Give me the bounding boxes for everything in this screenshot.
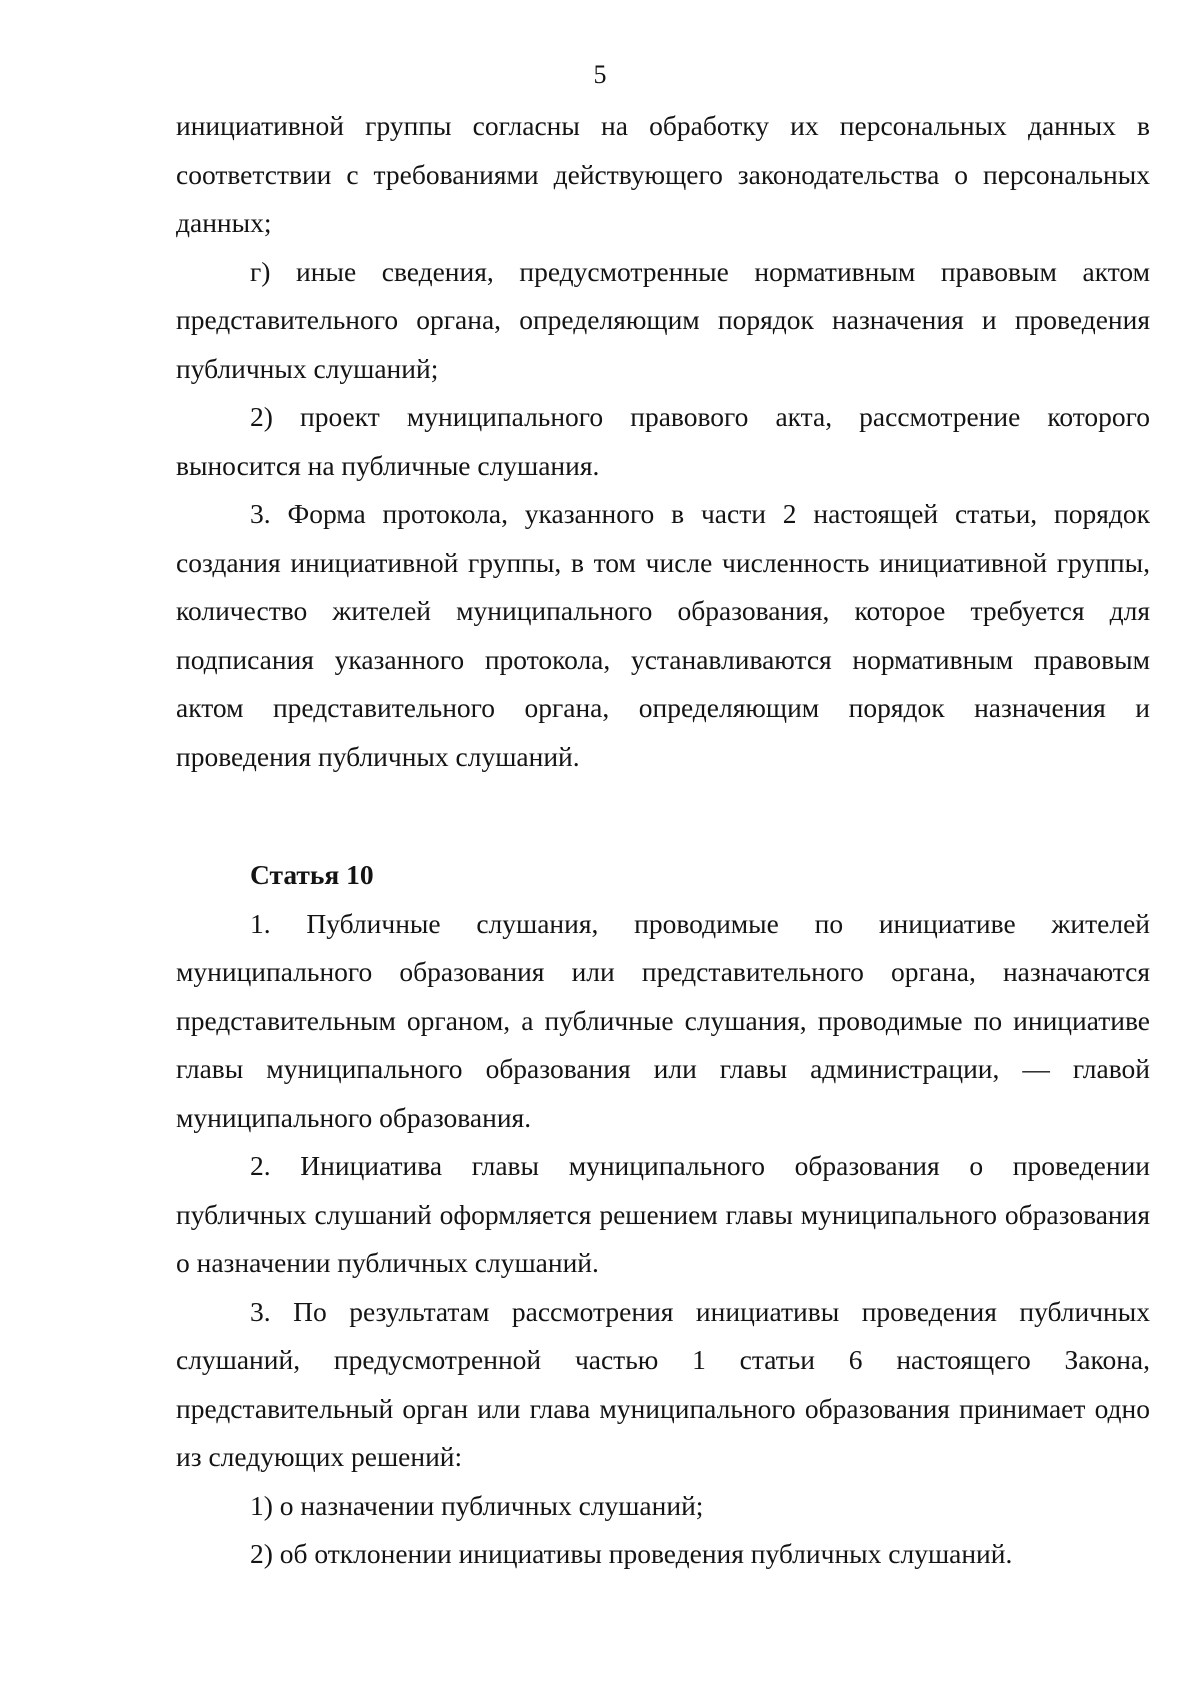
paragraph-item-2: 2) проект муниципального правового акта, рассмотрение которого выносится на публичные слушания. xyxy=(176,401,1150,481)
article-10-item-2: 2) об отклонении инициативы проведения публичных слушаний. xyxy=(250,1538,1013,1569)
page-number: 5 xyxy=(593,60,607,89)
article-10-part-3: 3. По результатам рассмотрения инициативы проведения публичных слушаний, предусмотренной частью 1 статьи 6 настоящего Закона, представительный орган или глава муниципального образования принимает одно из следующих решений: xyxy=(176,1295,1150,1472)
article-heading: Статья 10 xyxy=(250,859,374,890)
article-10-part-2: 2. Инициатива главы муниципального образования о проведении публичных слушаний оформляется решением главы муниципального образования о назначении публичных слушаний. xyxy=(176,1150,1150,1278)
article-10-item-1: 1) о назначении публичных слушаний; xyxy=(250,1489,704,1521)
article-10-part-1: 1. Публичные слушания, проводимые по инициативе жителей муниципального образования или представительного органа, назначаются представительным органом, а публичные слушания, проводимые по инициативе главы муниципального образования или главы администрации, — главой муниципального образования. xyxy=(176,907,1150,1133)
document-body xyxy=(176,102,1150,1579)
paragraph-part-3: 3. Форма протокола, указанного в части 2 настоящей статьи, порядок создания инициативной группы, в том числе численность инициативной группы, количество жителей муниципального образования, которое требуется для подписания указанного протокола, устанавливаются нормативным правовым актом представительного органа, определяющим порядок назначения и проведения публичных слушаний. xyxy=(176,498,1150,772)
paragraph-continuation: инициативной группы согласны на обработку их персональных данных в соответствии с требованиями действующего законодательства о персональных данных; xyxy=(176,110,1150,238)
paragraph-item-g: г) иные сведения, предусмотренные нормативным правовым актом представительного органа, определяющим порядок назначения и проведения публичных слушаний; xyxy=(176,255,1150,384)
